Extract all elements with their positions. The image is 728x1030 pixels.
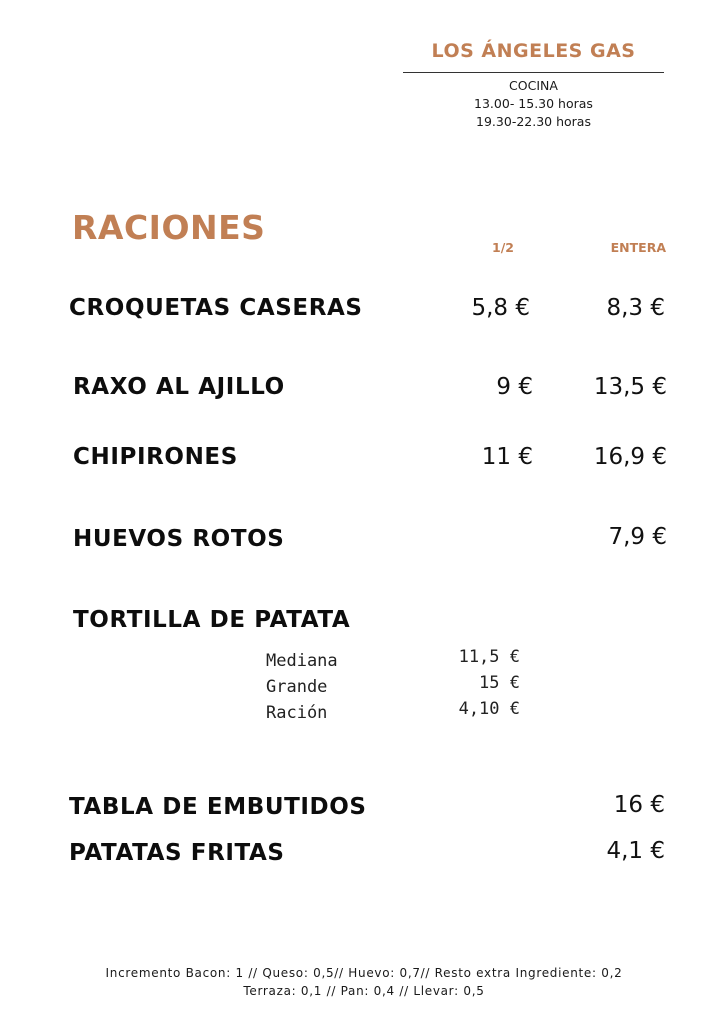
dish-name-patatas-fritas: PATATAS FRITAS [69,840,285,866]
price-full-patatas-fritas: 4,1 € [606,838,665,864]
tortilla-price-grande: 15 € [479,673,520,693]
price-full-tabla-embutidos: 16 € [613,792,665,818]
section-title: RACIONES [72,208,266,247]
restaurant-name: LOS ÁNGELES GAS [431,40,636,62]
dish-name-raxo: RAXO AL AJILLO [73,374,285,400]
extras-pricing-line-2: Terraza: 0,1 // Pan: 0,4 // Llevar: 0,5 [243,984,485,998]
tortilla-size-mediana: Mediana [266,651,338,671]
extras-pricing-line-1: Incremento Bacon: 1 // Queso: 0,5// Huevo: 0,7// Resto extra Ingrediente: 0,2 [105,966,623,980]
dish-name-chipirones: CHIPIRONES [73,444,238,470]
price-half-raxo: 9 € [496,374,533,400]
price-full-huevos-rotos: 7,9 € [608,524,667,550]
kitchen-hours-lunch: 13.00- 15.30 horas [474,96,593,111]
column-header-full: ENTERA [610,240,666,255]
dish-name-tortilla: TORTILLA DE PATATA [73,607,351,633]
dish-name-tabla-embutidos: TABLA DE EMBUTIDOS [69,794,367,820]
dish-name-croquetas: CROQUETAS CASERAS [69,295,363,321]
price-half-croquetas: 5,8 € [471,295,530,321]
kitchen-label: COCINA [509,78,558,93]
tortilla-size-grande: Grande [266,677,328,697]
dish-name-huevos-rotos: HUEVOS ROTOS [73,526,285,552]
header-divider [403,72,664,73]
kitchen-hours-dinner: 19.30-22.30 horas [476,114,591,129]
price-full-croquetas: 8,3 € [606,295,665,321]
tortilla-size-racion: Ración [266,703,328,723]
column-header-half: 1/2 [492,240,514,255]
tortilla-price-racion: 4,10 € [458,699,520,719]
price-half-chipirones: 11 € [481,444,533,470]
tortilla-price-mediana: 11,5 € [458,647,520,667]
price-full-chipirones: 16,9 € [593,444,667,470]
price-full-raxo: 13,5 € [593,374,667,400]
